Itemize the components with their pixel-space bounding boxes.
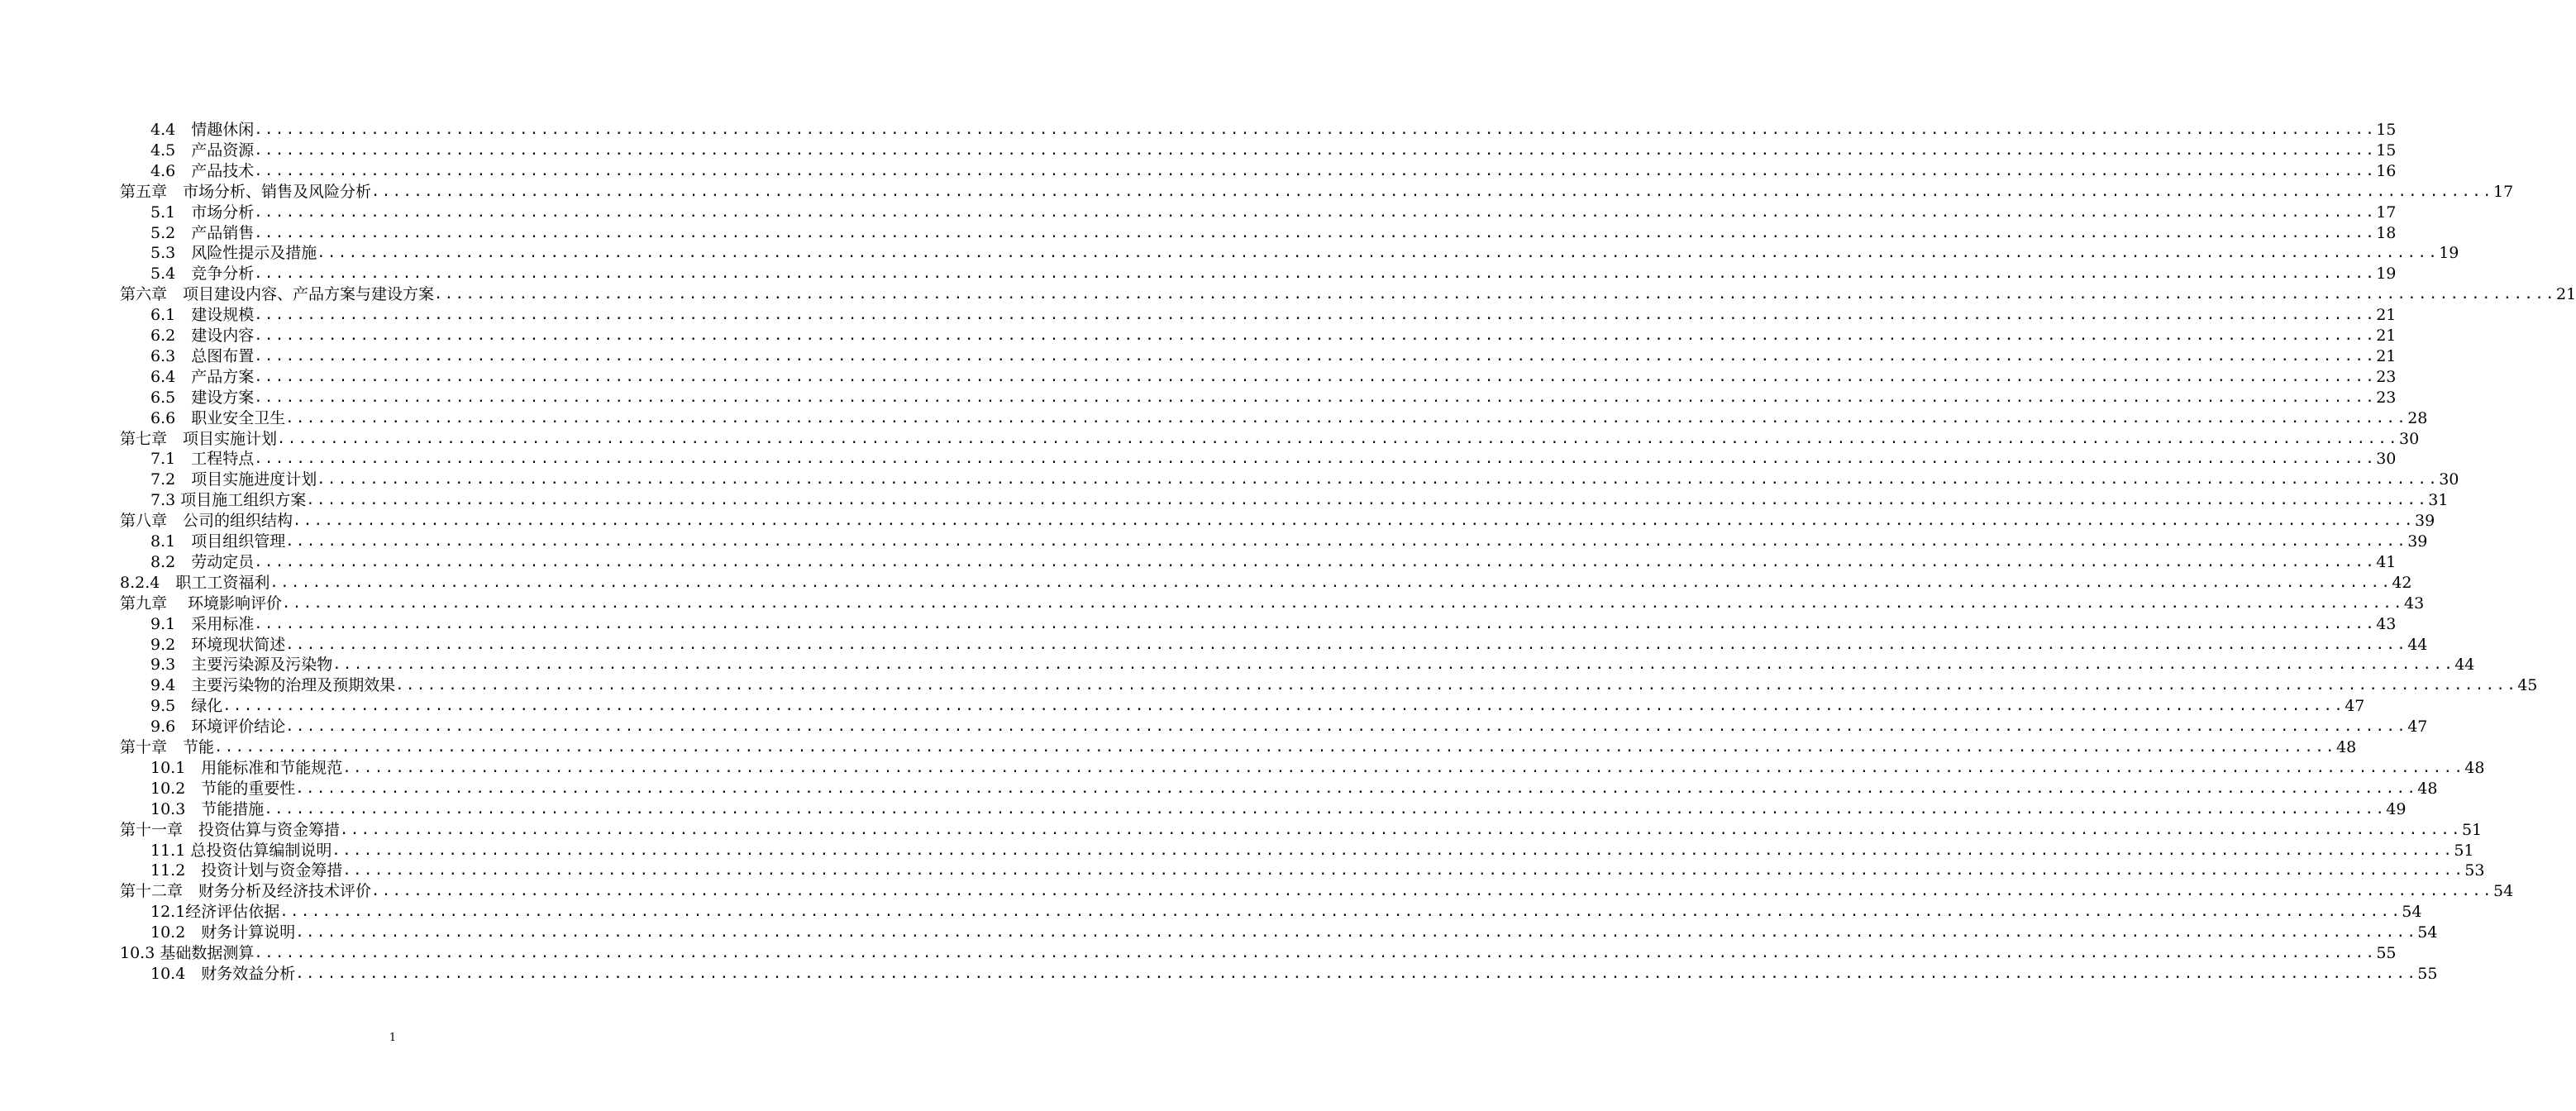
toc-dot-leader: ........................................................................................................................................................................................................: [254, 615, 2377, 632]
toc-entry-page: 18: [2376, 223, 2397, 242]
toc-entry-label: 7.2 项目实施进度计划: [150, 470, 317, 489]
toc-entry[interactable]: [150, 161, 2397, 182]
toc-entry[interactable]: [150, 470, 2459, 490]
toc-entry-page: 23: [2376, 367, 2397, 386]
toc-entry-page: 55: [2417, 964, 2438, 983]
toc-entry-page: 54: [2402, 903, 2422, 922]
toc-dot-leader: ........................................................................................................................................................................................................: [254, 265, 2377, 283]
toc-entry[interactable]: [150, 346, 2397, 367]
toc-entry-label: 10.3 节能措施: [150, 799, 265, 818]
toc-dot-leader: ........................................................................................................................................................................................................: [254, 122, 2377, 138]
toc-entry-label: 10.2 节能的重要性: [150, 779, 296, 798]
toc-dot-leader: ........................................................................................................................................................................................................: [214, 739, 2336, 756]
toc-dot-leader: ........................................................................................................................................................................................................: [317, 471, 2440, 489]
toc-entry[interactable]: [150, 758, 2485, 779]
toc-entry-page: 21: [2556, 285, 2576, 304]
toc-dot-leader: ........................................................................................................................................................................................................: [285, 718, 2408, 736]
toc-dot-leader: ........................................................................................................................................................................................................: [254, 451, 2377, 468]
toc-entry[interactable]: [150, 614, 2397, 635]
toc-entry-page: 21: [2376, 306, 2397, 325]
toc-entry-label: 8.1 项目组织管理: [150, 532, 286, 551]
toc-entry-label: 第八章 公司的组织结构: [120, 512, 293, 531]
toc-entry-page: 42: [2392, 573, 2412, 592]
toc-dot-leader: ........................................................................................................................................................................................................: [306, 492, 2429, 509]
toc-entry-label: 4.6 产品技术: [150, 161, 255, 180]
toc-entry-page: 45: [2517, 676, 2538, 695]
toc-entry-label: 10.4 财务效益分析: [150, 964, 296, 983]
toc-entry[interactable]: [120, 881, 2514, 902]
toc-entry[interactable]: [150, 141, 2397, 161]
toc-dot-leader: ........................................................................................................................................................................................................: [277, 430, 2399, 447]
toc-entry[interactable]: [150, 923, 2438, 943]
toc-entry-label: 6.6 职业安全卫生: [150, 408, 286, 427]
toc-entry-page: 48: [2464, 758, 2485, 777]
toc-entry-page: 30: [2399, 429, 2420, 448]
toc-dot-leader: ........................................................................................................................................................................................................: [254, 553, 2377, 570]
toc-entry-label: 4.5 产品资源: [150, 141, 255, 160]
toc-entry-page: 39: [2415, 512, 2435, 531]
toc-dot-leader: ........................................................................................................................................................................................................: [222, 698, 2345, 715]
toc-entry[interactable]: [150, 717, 2428, 737]
toc-entry[interactable]: [150, 779, 2438, 799]
toc-dot-leader: ........................................................................................................................................................................................................: [295, 924, 2418, 942]
toc-entry-page: 47: [2345, 697, 2365, 716]
toc-entry[interactable]: [150, 532, 2428, 552]
toc-dot-leader: ........................................................................................................................................................................................................: [279, 904, 2402, 921]
toc-entry[interactable]: [150, 861, 2485, 881]
toc-entry[interactable]: [150, 203, 2397, 223]
toc-entry[interactable]: [120, 429, 2420, 450]
toc-entry[interactable]: [120, 820, 2483, 841]
toc-entry[interactable]: [150, 655, 2475, 675]
toc-entry-page: 51: [2454, 841, 2474, 860]
toc-dot-leader: ........................................................................................................................................................................................................: [254, 162, 2377, 179]
toc-entry-page: 30: [2439, 470, 2459, 489]
toc-entry[interactable]: [150, 264, 2397, 284]
toc-entry-page: 19: [2439, 244, 2459, 263]
toc-entry-label: 11.2 投资计划与资金筹措: [150, 861, 343, 880]
toc-dot-leader: ........................................................................................................................................................................................................: [254, 203, 2377, 221]
toc-entry-label: 8.2 劳动定员: [150, 552, 255, 571]
toc-entry-label: 11.1 总投资估算编制说明: [150, 841, 332, 860]
toc-entry-label: 6.3 总图布置: [150, 346, 255, 365]
toc-dot-leader: ........................................................................................................................................................................................................: [282, 594, 2405, 612]
toc-entry-page: 48: [2417, 779, 2438, 798]
toc-entry[interactable]: [150, 964, 2438, 985]
toc-entry[interactable]: [150, 367, 2397, 388]
toc-dot-leader: ........................................................................................................................................................................................................: [332, 656, 2455, 674]
toc-entry-label: 8.2.4 职工工资福利: [120, 573, 270, 592]
toc-entry-label: 第十章 节能: [120, 738, 215, 756]
toc-entry[interactable]: [150, 552, 2397, 573]
toc-entry-label: 9.4 主要污染物的治理及预期效果: [150, 676, 396, 695]
toc-entry-label: 6.5 建设方案: [150, 388, 255, 407]
page-number: 1: [389, 1032, 397, 1044]
toc-entry-label: 第九章 环境影响评价: [120, 594, 283, 613]
toc-dot-leader: ........................................................................................................................................................................................................: [264, 800, 2387, 818]
toc-entry[interactable]: [150, 305, 2397, 326]
toc-entry[interactable]: [120, 511, 2435, 532]
toc-entry[interactable]: [150, 223, 2397, 244]
toc-entry[interactable]: [120, 594, 2425, 614]
toc-entry-page: 44: [2454, 656, 2475, 675]
toc-entry[interactable]: [120, 943, 2397, 964]
toc-entry-page: 31: [2428, 491, 2449, 510]
toc-entry-label: 第十二章 财务分析及经济技术评价: [120, 882, 372, 901]
toc-entry[interactable]: [120, 182, 2514, 203]
toc-entry-page: 19: [2376, 265, 2397, 284]
toc-entry-page: 54: [2493, 882, 2514, 901]
toc-dot-leader: ........................................................................................................................................................................................................: [295, 780, 2418, 797]
toc-entry-page: 48: [2336, 738, 2357, 756]
toc-entry-label: 第七章 项目实施计划: [120, 429, 278, 448]
toc-entry-label: 7.1 工程特点: [150, 450, 255, 469]
toc-entry[interactable]: [150, 490, 2449, 511]
toc-entry-label: 7.3 项目施工组织方案: [150, 491, 307, 510]
toc-dot-leader: ........................................................................................................................................................................................................: [270, 574, 2392, 591]
toc-dot-leader: ........................................................................................................................................................................................................: [254, 347, 2377, 365]
toc-entry-page: 43: [2376, 614, 2397, 633]
toc-dot-leader: ........................................................................................................................................................................................................: [434, 286, 2556, 303]
toc-entry-label: 5.4 竞争分析: [150, 265, 255, 284]
toc-dot-leader: ........................................................................................................................................................................................................: [342, 862, 2465, 880]
toc-entry[interactable]: [150, 635, 2428, 656]
toc-dot-leader: ........................................................................................................................................................................................................: [285, 409, 2408, 427]
toc-entry-page: 44: [2407, 635, 2428, 654]
toc-entry-page: 21: [2376, 327, 2397, 345]
toc-entry-label: 6.4 产品方案: [150, 367, 255, 386]
toc-entry-page: 23: [2376, 388, 2397, 407]
toc-entry-label: 6.1 建设规模: [150, 306, 255, 325]
toc-entry-label: 第五章 市场分析、销售及风险分析: [120, 182, 372, 201]
toc-entry[interactable]: [150, 675, 2538, 696]
toc-entry-label: 4.4 情趣休闲: [150, 121, 255, 139]
toc-entry-label: 10.1 用能标准和节能规范: [150, 758, 343, 777]
toc-entry-page: 17: [2493, 182, 2514, 201]
toc-entry-page: 47: [2407, 718, 2428, 737]
toc-entry[interactable]: [150, 408, 2428, 429]
toc-entry[interactable]: [150, 243, 2459, 264]
toc-entry-label: 第十一章 投资估算与资金筹措: [120, 820, 341, 839]
toc-entry[interactable]: [120, 737, 2357, 758]
toc-entry[interactable]: [150, 120, 2397, 141]
toc-entry-label: 5.3 风险性提示及措施: [150, 244, 317, 263]
toc-entry-page: 53: [2464, 861, 2485, 880]
toc-dot-leader: ........................................................................................................................................................................................................: [254, 141, 2377, 159]
toc-dot-leader: ........................................................................................................................................................................................................: [285, 636, 2408, 653]
toc-entry-label: 9.5 绿化: [150, 697, 223, 716]
toc-dot-leader: ........................................................................................................................................................................................................: [371, 883, 2493, 900]
toc-dot-leader: ........................................................................................................................................................................................................: [340, 821, 2462, 838]
toc-dot-leader: ........................................................................................................................................................................................................: [254, 368, 2377, 385]
toc-entry-label: 12.1经济评估依据: [150, 903, 280, 922]
toc-entry-page: 55: [2376, 944, 2397, 962]
toc-entry-page: 17: [2376, 203, 2397, 222]
toc-entry[interactable]: [150, 326, 2397, 346]
toc-dot-leader: ........................................................................................................................................................................................................: [295, 965, 2418, 982]
toc-dot-leader: ........................................................................................................................................................................................................: [332, 842, 2454, 859]
toc-entry-label: 5.1 市场分析: [150, 203, 255, 222]
toc-dot-leader: ........................................................................................................................................................................................................: [254, 945, 2377, 961]
toc-dot-leader: ........................................................................................................................................................................................................: [254, 307, 2377, 324]
toc-entry-label: 10.3 基础数据测算: [120, 944, 255, 962]
toc-entry[interactable]: [120, 573, 2412, 594]
toc-entry-page: 43: [2404, 594, 2425, 613]
toc-entry[interactable]: [150, 449, 2397, 470]
toc-dot-leader: ........................................................................................................................................................................................................: [371, 183, 2493, 200]
toc-dot-leader: ........................................................................................................................................................................................................: [293, 513, 2415, 530]
toc-entry-page: 30: [2376, 450, 2397, 469]
toc-dot-leader: ........................................................................................................................................................................................................: [342, 759, 2465, 776]
toc-entry[interactable]: [150, 841, 2474, 861]
toc-entry[interactable]: [150, 388, 2397, 408]
toc-entry[interactable]: [150, 696, 2365, 717]
toc-entry[interactable]: [150, 799, 2407, 820]
toc-entry-label: 9.6 环境评价结论: [150, 718, 286, 737]
toc-entry-label: 9.1 采用标准: [150, 614, 255, 633]
toc-entry-page: 54: [2417, 923, 2438, 942]
toc-entry-label: 5.2 产品销售: [150, 223, 255, 242]
toc-entry-label: 10.2 财务计算说明: [150, 923, 296, 942]
toc-entry-page: 49: [2386, 799, 2407, 818]
toc-entry[interactable]: [120, 284, 2576, 305]
toc-entry-label: 6.2 建设内容: [150, 327, 255, 345]
toc-entry-page: 15: [2376, 121, 2397, 139]
toc-dot-leader: ........................................................................................................................................................................................................: [285, 533, 2408, 550]
toc-entry-page: 21: [2376, 346, 2397, 365]
toc-entry-label: 9.3 主要污染源及污染物: [150, 656, 333, 675]
toc-dot-leader: ........................................................................................................................................................................................................: [395, 677, 2518, 694]
toc-dot-leader: ........................................................................................................................................................................................................: [317, 245, 2440, 262]
toc-entry-page: 28: [2407, 408, 2428, 427]
toc-dot-leader: ........................................................................................................................................................................................................: [254, 224, 2377, 241]
toc-entry[interactable]: [150, 902, 2422, 923]
toc-entry-page: 15: [2376, 141, 2397, 160]
toc-entry-label: 第六章 项目建设内容、产品方案与建设方案: [120, 285, 435, 304]
toc-entry-page: 16: [2376, 161, 2397, 180]
toc-dot-leader: ........................................................................................................................................................................................................: [254, 327, 2377, 344]
toc-entry-page: 51: [2462, 820, 2483, 839]
toc-dot-leader: ........................................................................................................................................................................................................: [254, 389, 2377, 406]
toc-entry-page: 39: [2407, 532, 2428, 551]
toc-entry-label: 9.2 环境现状简述: [150, 635, 286, 654]
toc-entry-page: 41: [2376, 552, 2397, 571]
